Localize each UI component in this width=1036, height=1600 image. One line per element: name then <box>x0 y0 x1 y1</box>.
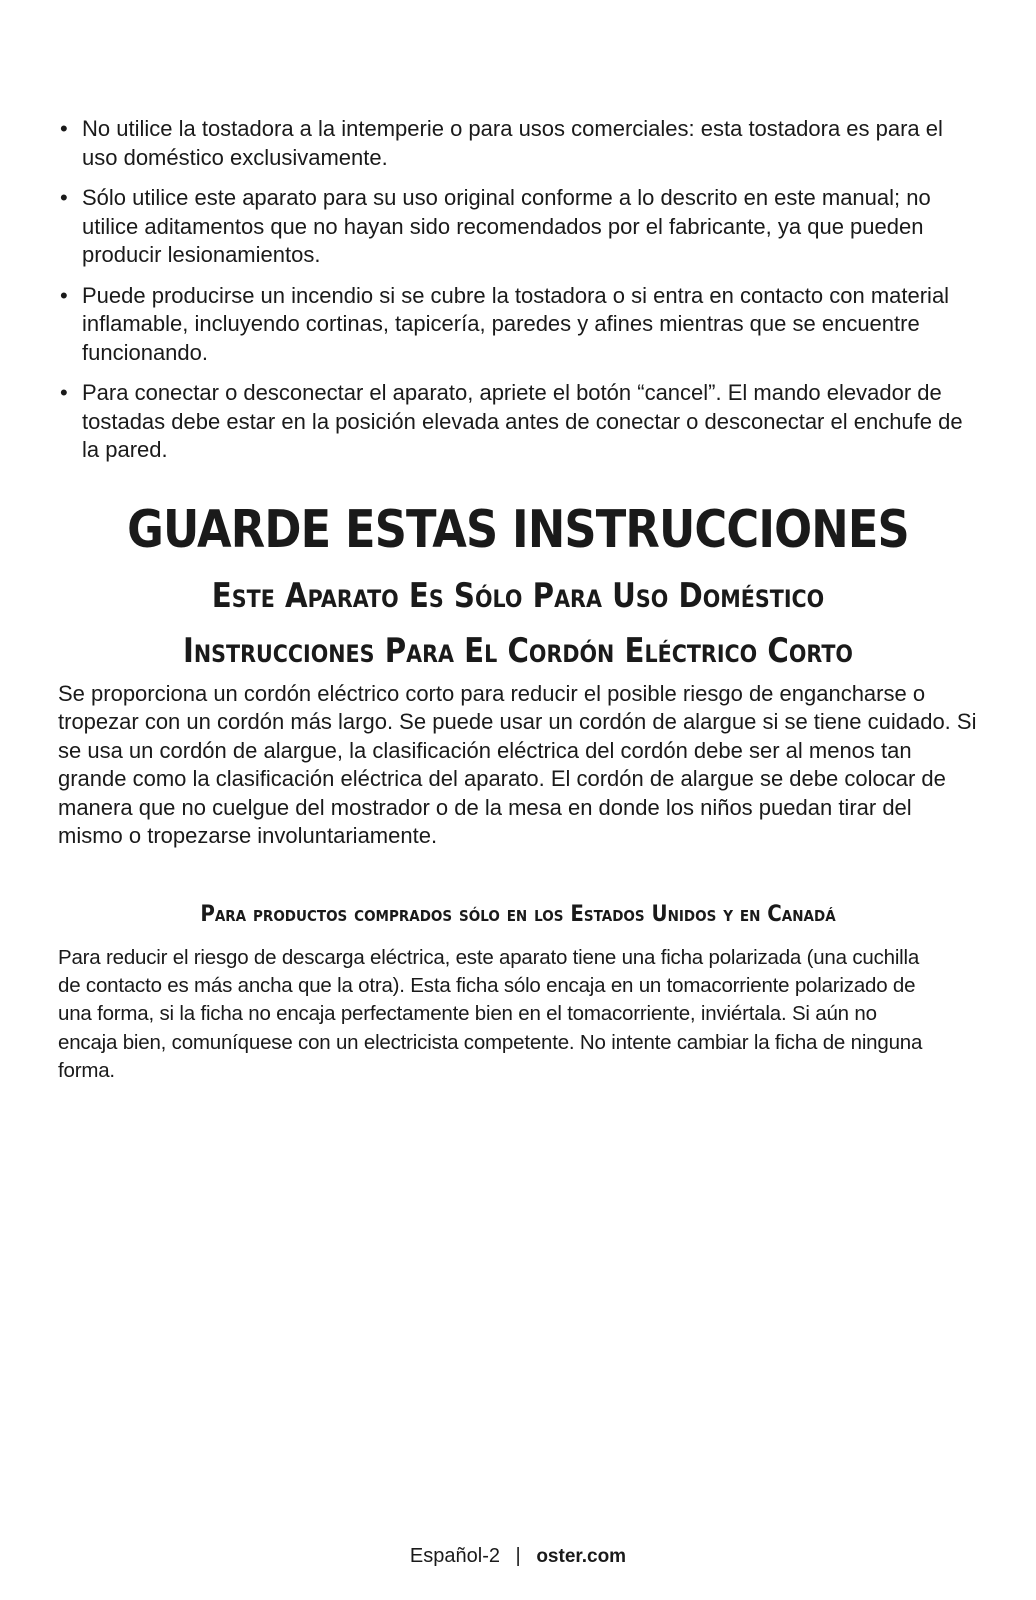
bullet-text: Para conectar o desconectar el aparato, apriete el botón “cancel”. El mando elevador de tostadas debe estar en la posición elevada antes de conectar o desconectar el enchufe de la pared. <box>82 380 963 462</box>
footer-separator: | <box>515 1545 521 1567</box>
main-title: GUARDE ESTAS INSTRUCCIONES <box>127 500 909 560</box>
website-link[interactable]: oster.com <box>536 1546 627 1567</box>
bullet-text: Puede producirse un incendio si se cubre la tostadora o si entra en contacto con material inflamable, incluyendo cortinas, tapicería, paredes y afines mientras que se encuentre funcionando. <box>82 282 950 365</box>
us-canada-heading: Para productos comprados sólo en los Estados Unidos y en Canadá <box>200 902 836 927</box>
short-cord-paragraph: Se proporciona un cordón eléctrico corto para reducir el posible riesgo de engancharse o tropezar con un cordón más largo. Se puede usar un cordón de alargue si se tiene cuidado. Si se usa un cordón de alargue, la clasificación eléctrica del cordón debe ser al menos tan grande como la clasificación eléctrica del aparato. El cordón de alargue se debe colocar de manera que no cuelgue del mostrador o de la mesa en donde los niños puedan tirar del mismo o tropezarse involuntariamente. <box>58 681 977 849</box>
bullet-item-intended-use <box>60 184 965 270</box>
bullet-dot: • <box>60 185 68 210</box>
bullet-dot: • <box>60 282 68 308</box>
bullet-dot: • <box>60 380 68 405</box>
bullet-text: No utilice la tostadora a la intemperie o para usos comerciales: esta tostadora es para el uso doméstico exclusivamente. <box>82 116 943 170</box>
safety-bullet-list <box>60 115 965 477</box>
bullet-item-fire <box>60 282 965 368</box>
polarized-plug-paragraph: Para reducir el riesgo de descarga eléctrica, este aparato tiene una ficha polarizada (una cuchilla de contacto es más ancha que la otra). Esta ficha sólo encaja en un tomacorriente polarizado de una forma, si la ficha no encaja perfectamente bien en el tomacorriente, inviértala. Si aún no encaja bien, comuníquese con un electricista competente. No intente cambiar la ficha de ninguna forma. <box>58 946 923 1082</box>
household-use-subtitle: Este Aparato Es Sólo Para Uso Doméstico <box>211 576 825 616</box>
short-cord-subtitle: Instrucciones Para El Cordón Eléctrico Corto <box>183 631 853 671</box>
bullet-item-outdoor <box>60 115 965 172</box>
bullet-item-connect <box>60 379 965 465</box>
page-number-label: Español-2 <box>409 1545 500 1567</box>
bullet-dot: • <box>60 116 68 141</box>
page-footer <box>0 1543 1036 1570</box>
bullet-text: Sólo utilice este aparato para su uso original conforme a lo descrito en este manual; no utilice aditamentos que no hayan sido recomendados por el fabricante, ya que pueden producir lesionamientos. <box>82 185 931 267</box>
